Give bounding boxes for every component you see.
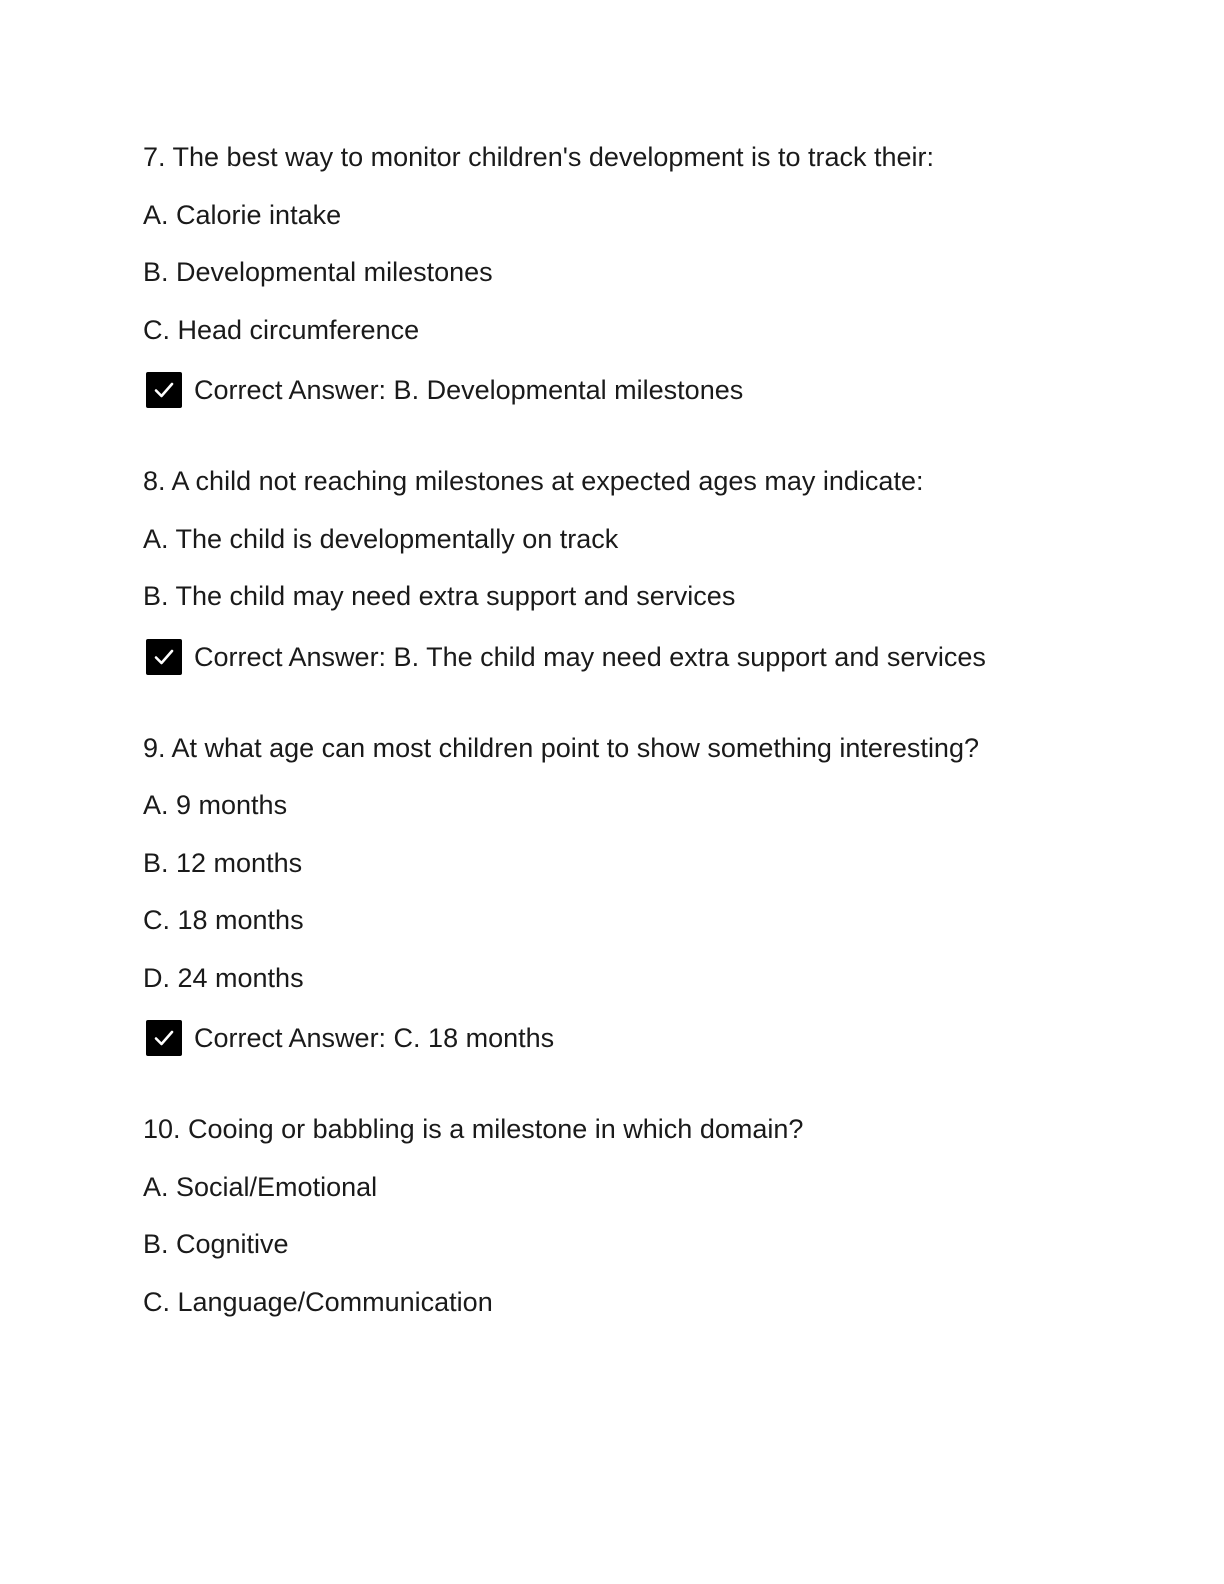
question-text: 10. Cooing or babbling is a milestone in which domain? xyxy=(143,1114,804,1144)
correct-answer-text: Correct Answer: C. 18 months xyxy=(194,1023,555,1053)
option-b: B. The child may need extra support and services xyxy=(143,581,736,611)
question-text: 8. A child not reaching milestones at expected ages may indicate: xyxy=(143,466,924,496)
question-text: 7. The best way to monitor children's development is to track their: xyxy=(143,142,935,172)
check-mark-icon xyxy=(146,372,182,408)
option-a: A. Calorie intake xyxy=(143,199,342,230)
check-mark-icon xyxy=(146,639,182,675)
correct-answer-row xyxy=(143,1020,1143,1056)
option-c: C. Language/Communication xyxy=(143,1286,493,1317)
correct-answer-row xyxy=(143,372,1143,408)
option-a: A. The child is developmentally on track xyxy=(143,523,619,554)
option-b: B. Developmental milestones xyxy=(143,257,493,287)
correct-answer-text: Correct Answer: B. Developmental milestones xyxy=(194,375,744,405)
option-c: C. Head circumference xyxy=(143,314,420,345)
question-block-9 xyxy=(143,733,1143,1057)
question-block-10 xyxy=(143,1114,1143,1317)
option-b: B. 12 months xyxy=(143,847,303,878)
question-text: 9. At what age can most children point to show something interesting? xyxy=(143,732,979,763)
option-b: B. Cognitive xyxy=(143,1229,289,1259)
quiz-page xyxy=(143,142,1143,1375)
question-block-7 xyxy=(143,142,1143,408)
option-a: A. 9 months xyxy=(143,790,288,820)
option-a: A. Social/Emotional xyxy=(143,1171,378,1202)
option-c: C. 18 months xyxy=(143,905,304,935)
check-mark-icon xyxy=(146,1020,182,1056)
option-d: D. 24 months xyxy=(143,962,304,993)
question-block-8 xyxy=(143,466,1143,675)
correct-answer-text: Correct Answer: B. The child may need extra support and services xyxy=(194,641,986,672)
correct-answer-row xyxy=(143,639,1143,675)
